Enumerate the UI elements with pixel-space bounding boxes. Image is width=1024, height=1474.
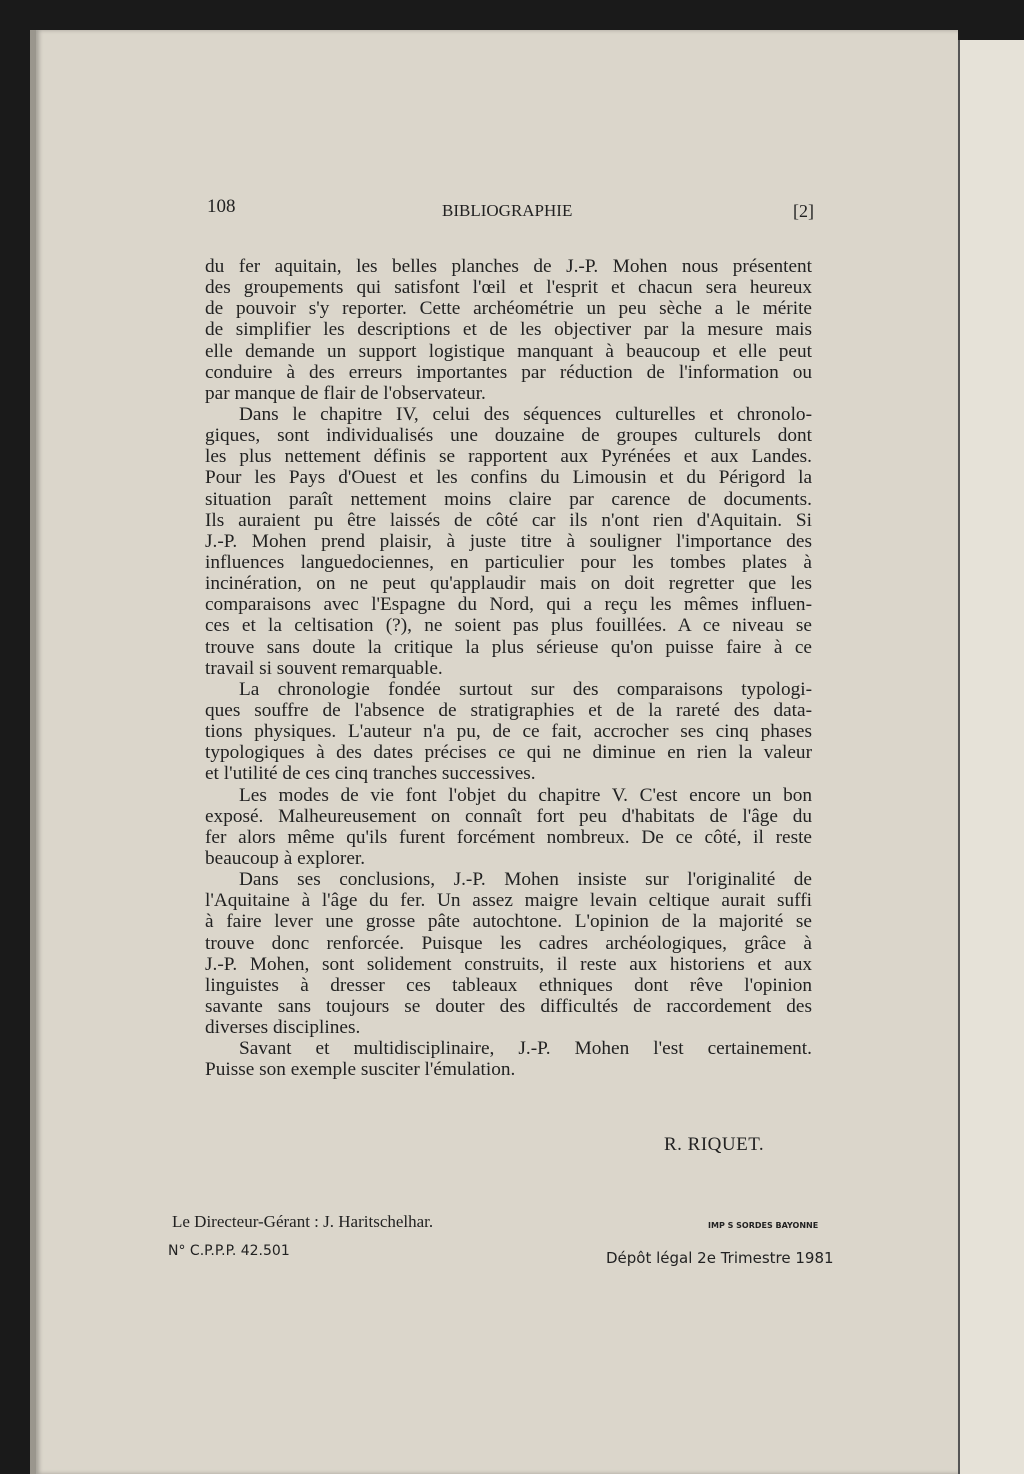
text-line: de simplifier les descriptions et de les objectiver par la mesure mais xyxy=(205,319,812,341)
text-line: situation paraît nettement moins claire par carence de documents. xyxy=(205,488,812,510)
text-line: J.-P. Mohen prend plaisir, à juste titre à souligner l'importance des xyxy=(205,530,812,552)
text-line: beaucoup à explorer. xyxy=(205,847,366,869)
text-line: linguistes à dresser ces tableaux ethniques dont rêve l'opinion xyxy=(205,974,812,996)
text-line: diverses disciplines. xyxy=(205,1017,361,1039)
text-line: et l'utilité de ces cinq tranches successives. xyxy=(205,763,536,785)
director-line: Le Directeur-Gérant : J. Haritschelhar. xyxy=(172,1212,434,1231)
text-line: Les modes de vie font l'objet du chapitre V. C'est encore un bon xyxy=(239,784,812,806)
text-line: ques souffre de l'absence de stratigraphies et de la rareté des data- xyxy=(205,699,812,721)
text-line: influences languedociennes, en particulier pour les tombes plates à xyxy=(205,551,812,573)
running-title: BIBLIOGRAPHIE xyxy=(442,201,573,220)
article-body xyxy=(205,256,812,1080)
text-line: à faire lever une grosse pâte autochtone. L'opinion de la majorité se xyxy=(205,911,812,933)
text-line: tions physiques. L'auteur n'a pu, de ce fait, accrocher ses cinq phases xyxy=(205,721,812,743)
text-line: Pour les Pays d'Ouest et les confins du Limousin et du Périgord la xyxy=(205,467,812,489)
text-line: savante sans toujours se douter des difficultés de raccordement des xyxy=(205,995,812,1017)
text-line: Savant et multidisciplinaire, J.-P. Mohen l'est certainement. xyxy=(239,1038,812,1060)
text-line: de pouvoir s'y reporter. Cette archéométrie un peu sèche a le mérite xyxy=(205,298,812,320)
text-line: Puisse son exemple susciter l'émulation. xyxy=(205,1059,516,1081)
text-line: J.-P. Mohen, sont solidement construits, il reste aux historiens et aux xyxy=(205,953,812,975)
printer-line: IMP S SORDES BAYONNE xyxy=(708,1221,819,1230)
text-line: elle demande un support logistique manquant à beaucoup et elle peut xyxy=(205,340,812,362)
text-line: des groupements qui satisfont l'œil et l'esprit et chacun sera heureux xyxy=(205,277,812,299)
cppp-number: N° C.P.P.P. 42.501 xyxy=(168,1243,290,1259)
text-line: La chronologie fondée surtout sur des comparaisons typologi- xyxy=(239,678,812,700)
page-number: 108 xyxy=(207,196,236,217)
text-line: exposé. Malheureusement on connaît fort peu d'habitats de l'âge du xyxy=(205,805,812,827)
text-line: Ils auraient pu être laissés de côté car ils n'ont rien d'Aquitain. Si xyxy=(205,509,812,531)
text-line: du fer aquitain, les belles planches de J.-P. Mohen nous présentent xyxy=(205,256,812,277)
text-line: trouve sans doute la critique la plus sérieuse qu'on puisse faire à ce xyxy=(205,636,812,658)
text-line: typologiques à des dates précises ce qui ne diminue en rien la valeur xyxy=(205,742,812,764)
adjacent-page-edge xyxy=(958,40,1024,1474)
legal-deposit: Dépôt légal 2e Trimestre 1981 xyxy=(606,1249,834,1267)
text-line: incinération, on ne peut qu'applaudir mais on doit regretter que les xyxy=(205,573,812,595)
text-line: Dans le chapitre IV, celui des séquences culturelles et chronolo- xyxy=(239,403,812,425)
text-line: Dans ses conclusions, J.-P. Mohen insiste sur l'originalité de xyxy=(239,869,812,891)
text-line: ces et la celtisation (?), ne soient pas plus fouillées. A ce niveau se xyxy=(205,615,812,637)
text-line: giques, sont individualisés une douzaine de groupes culturels dont xyxy=(205,425,812,447)
section-number: [2] xyxy=(793,201,814,221)
text-line: conduire à des erreurs importantes par réduction de l'information ou xyxy=(205,361,812,383)
text-line: les plus nettement définis se rapportent aux Pyrénées et aux Landes. xyxy=(205,446,812,468)
text-line: trouve donc renforcée. Puisque les cadres archéologiques, grâce à xyxy=(205,932,812,954)
author-signature: R. RIQUET. xyxy=(664,1134,765,1155)
text-line: travail si souvent remarquable. xyxy=(205,657,443,679)
text-line: par manque de flair de l'observateur. xyxy=(205,382,486,404)
text-line: comparaisons avec l'Espagne du Nord, qui a reçu les mêmes influen- xyxy=(205,594,812,616)
text-line: fer alors même qu'ils furent forcément nombreux. De ce côté, il reste xyxy=(205,826,812,848)
text-line: l'Aquitaine à l'âge du fer. Un assez maigre levain celtique aurait suffi xyxy=(205,890,812,912)
